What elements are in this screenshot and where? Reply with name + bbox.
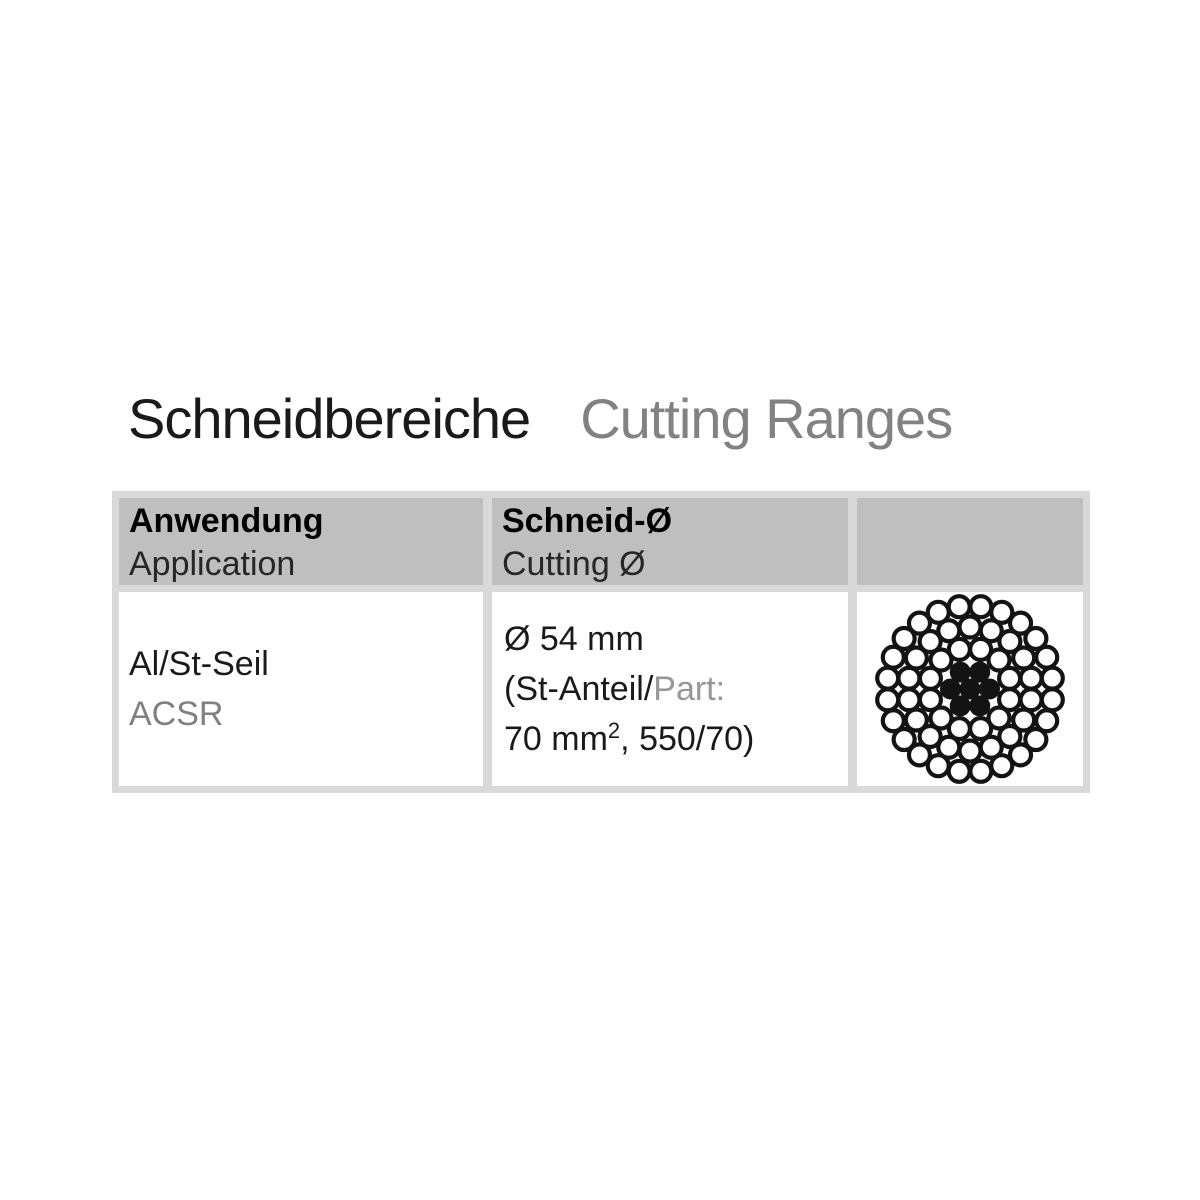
application-cell <box>119 592 483 786</box>
header-application-de: Anwendung <box>129 502 324 540</box>
cutting-diameter-value: Ø 54 mm <box>504 620 644 658</box>
cutting-diameter-line2 <box>504 664 848 714</box>
header-application-en: Application <box>129 545 296 583</box>
cutting-diameter-cell <box>492 592 848 786</box>
column-header-application <box>119 498 483 585</box>
acsr-cable-cross-section-image <box>872 592 1068 786</box>
figure-cell <box>857 592 1083 786</box>
steel-part-label-de: (St-Anteil/ <box>504 670 654 708</box>
conductor-size-value: , 550/70) <box>620 720 755 758</box>
cutting-diameter-line1 <box>504 614 848 664</box>
header-cutting-de: Schneid-Ø <box>502 502 673 540</box>
page-title-german: Schneidbereiche <box>128 387 531 450</box>
squared-superscript: 2 <box>607 718 621 743</box>
steel-part-label-en: Part: <box>653 670 726 708</box>
page-title-english: Cutting Ranges <box>580 387 953 450</box>
cutting-diameter-line3 <box>504 714 848 764</box>
column-header-figure <box>857 498 1083 585</box>
application-value-de: Al/St-Seil <box>129 645 269 683</box>
steel-part-area-value: 70 mm <box>504 720 608 758</box>
cutting-ranges-table <box>112 491 1090 793</box>
page-title <box>128 388 952 450</box>
column-header-cutting-diameter <box>492 498 848 585</box>
application-value-en: ACSR <box>129 695 224 733</box>
header-cutting-en: Cutting Ø <box>502 545 646 583</box>
